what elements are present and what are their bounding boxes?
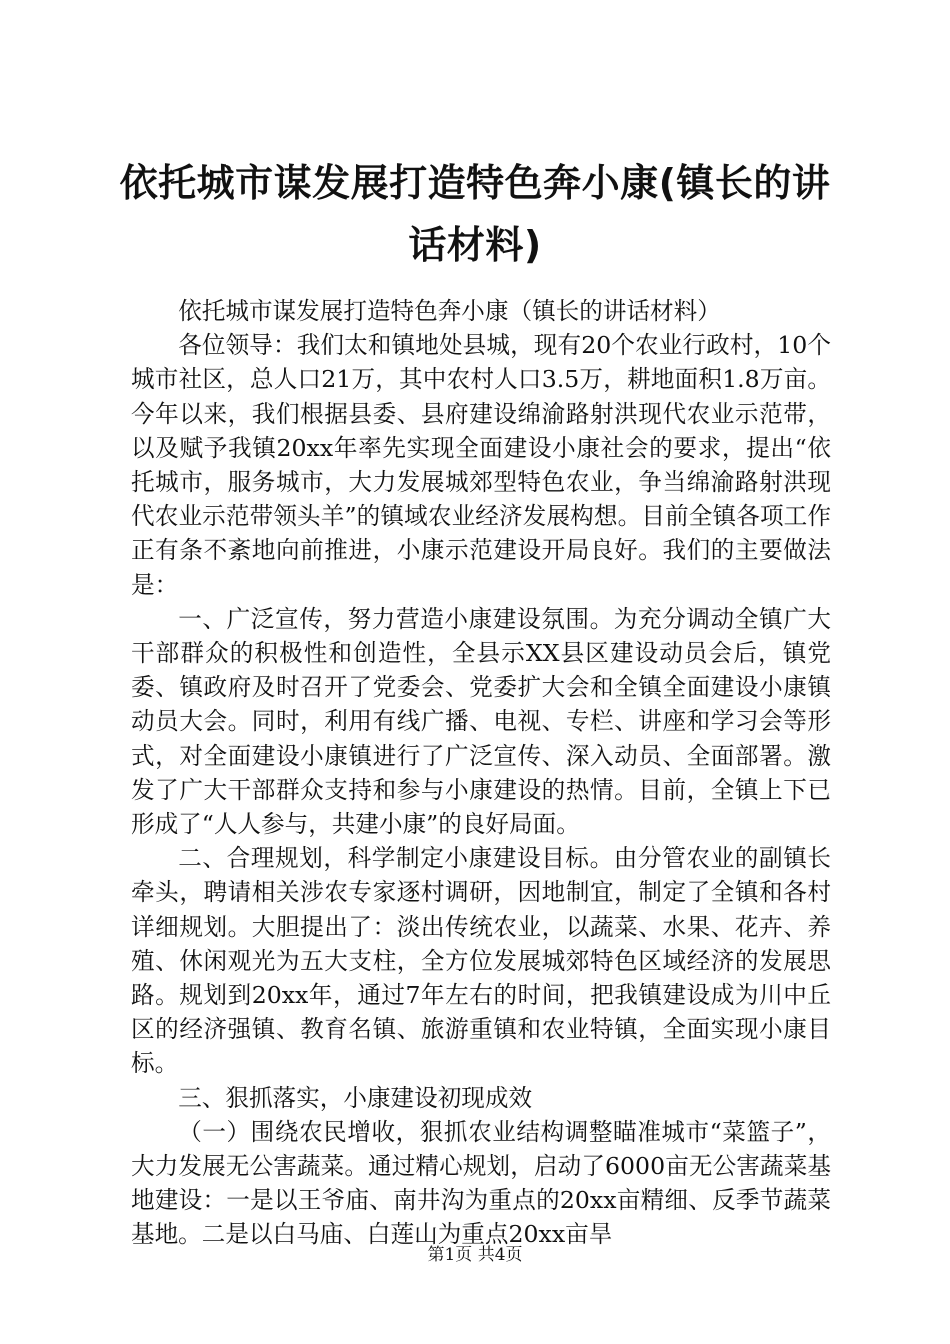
paragraph-section-1: 一、广泛宣传，努力营造小康建设氛围。为充分调动全镇广大干部群众的积极性和创造性，全县示XX县区建设动员会后，镇党委、镇政府及时召开了党委会、党委扩大会和全镇全面建设小康镇动员大会。同时，利用有线广播、电视、专栏、讲座和学习会等形式，对全面建设小康镇进行了广泛宣传、深入动员、全面部署。激发了广大干部群众支持和参与小康建设的热情。目前，全镇上下已形成了“人人参与，共建小康”的良好局面。 xyxy=(131,604,831,839)
document-subtitle: 依托城市谋发展打造特色奔小康（镇长的讲话材料） xyxy=(178,297,721,325)
document-title: 依托城市谋发展打造特色奔小康(镇长的讲话材料) xyxy=(119,161,831,267)
paragraph-greeting: 各位领导：我们太和镇地处县城，现有20个农业行政村，10个城市社区，总人口21万，其中农村人口3.5万，耕地面积1.8万亩。今年以来，我们根据县委、县府建设绵渝路射洪现代农业示范带，以及赋予我镇20xx年率先实现全面建设小康社会的要求，提出“依托城市，服务城市，大力发展城郊型特色农业，争当绵渝路射洪现代农业示范带领头羊”的镇域农业经济发展构想。目前全镇各项工作正有条不紊地向前推进，小康示范建设开局良好。我们的主要做法是： xyxy=(131,331,831,599)
paragraph-section-3-heading: 三、狠抓落实，小康建设初现成效 xyxy=(178,1083,533,1112)
paragraph-section-3-1: （一）围绕农民增收，狠抓农业结构调整瞄准城市“菜篮子”，大力发展无公害蔬菜。通过精心规划，启动了6000亩无公害蔬菜基地建设：一是以王爷庙、南井沟为重点的20xx亩精细、反季节蔬菜基地。二是以白马庙、白莲山为重点20xx亩旱 xyxy=(131,1117,831,1249)
document-body xyxy=(131,294,831,1252)
page-footer: 第1页 共4页 xyxy=(427,1245,523,1265)
paragraph-section-2: 二、合理规划，科学制定小康建设目标。由分管农业的副镇长牵头，聘请相关涉农专家逐村调研，因地制宜，制定了全镇和各村详细规划。大胆提出了：淡出传统农业，以蔬菜、水果、花卉、养殖、休闲观光为五大支柱，全方位发展城郊特色区域经济的发展思路。规划到20xx年，通过7年左右的时间，把我镇建设成为川中丘区的经济强镇、教育名镇、旅游重镇和农业特镇，全面实现小康目标。 xyxy=(131,844,831,1078)
